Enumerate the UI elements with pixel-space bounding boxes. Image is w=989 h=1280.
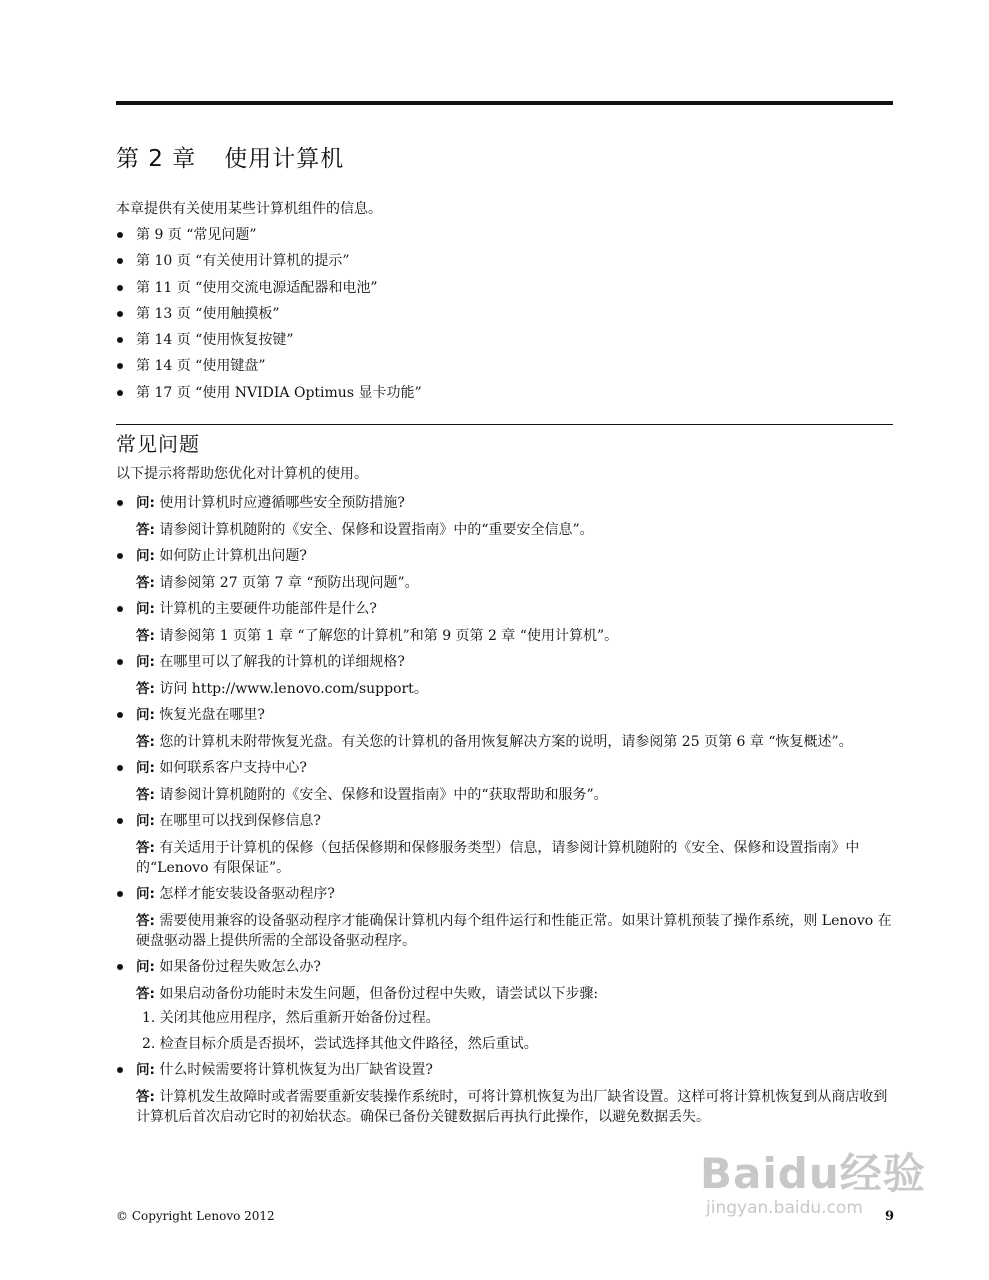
answer-text: 请参阅第 27 页第 7 章 “预防出现问题”。	[159, 575, 419, 591]
question	[136, 957, 893, 977]
question-label: 问:	[136, 886, 155, 902]
watermark-logo	[700, 1150, 940, 1198]
answer-label: 答:	[136, 787, 155, 803]
toc-item[interactable]: 第 17 页 “使用 NVIDIA Optimus 显卡功能”	[116, 383, 422, 409]
faq-item	[116, 811, 893, 878]
backup-steps	[136, 1008, 893, 1054]
toc-item[interactable]: 第 9 页 “常见问题”	[116, 225, 422, 251]
answer	[136, 679, 893, 699]
question	[136, 758, 893, 778]
answer	[136, 785, 893, 805]
question-text: 计算机的主要硬件功能部件是什么?	[159, 601, 377, 617]
faq-item	[116, 758, 893, 805]
question	[136, 884, 893, 904]
question	[136, 546, 893, 566]
faq-item	[116, 957, 893, 1054]
question-label: 问:	[136, 495, 155, 511]
answer-text: 访问 http://www.lenovo.com/support。	[159, 681, 428, 697]
chapter-name: 使用计算机	[224, 146, 345, 172]
question-text: 什么时候需要将计算机恢复为出厂缺省设置?	[159, 1062, 433, 1078]
question-text: 使用计算机时应遵循哪些安全预防措施?	[159, 495, 405, 511]
watermark-url: jingyan.baidu.com	[706, 1198, 863, 1218]
answer-text: 请参阅第 1 页第 1 章 “了解您的计算机”和第 9 页第 2 章 “使用计算机”。	[159, 628, 619, 644]
top-rule	[116, 101, 893, 105]
backup-step: 2. 检查目标介质是否损坏，尝试选择其他文件路径，然后重试。	[142, 1036, 538, 1052]
chapter-intro: 本章提供有关使用某些计算机组件的信息。	[116, 201, 382, 217]
answer-label: 答:	[136, 913, 155, 929]
answer-text: 请参阅计算机随附的《安全、保修和设置指南》中的“获取帮助和服务”。	[159, 787, 608, 803]
footer-copyright: © Copyright Lenovo 2012	[116, 1209, 275, 1223]
answer-text: 需要使用兼容的设备驱动程序才能确保计算机内每个组件运行和性能正常。如果计算机预装了操作系统，则 Lenovo 在硬盘驱动器上提供所需的全部设备驱动程序。	[136, 913, 892, 949]
question-label: 问:	[136, 1062, 155, 1078]
chapter-toc	[116, 225, 422, 409]
answer-text: 计算机发生故障时或者需要重新安装操作系统时，可将计算机恢复为出厂缺省设置。这样可将计算机恢复到从商店收到计算机后首次启动它时的初始状态。确保已备份关键数据后再执行此操作，以避免数据丢失。	[136, 1089, 888, 1125]
faq-item	[116, 652, 893, 699]
answer-label: 答:	[136, 628, 155, 644]
answer	[136, 520, 893, 540]
answer-label: 答:	[136, 522, 155, 538]
answer-text: 请参阅计算机随附的《安全、保修和设置指南》中的“重要安全信息”。	[159, 522, 594, 538]
answer	[136, 838, 893, 878]
faq-item	[116, 705, 893, 752]
section-rule	[116, 424, 893, 425]
question-label: 问:	[136, 601, 155, 617]
answer-label: 答:	[136, 575, 155, 591]
answer-text: 如果启动备份功能时未发生问题，但备份过程中失败，请尝试以下步骤:	[159, 986, 599, 1002]
toc-item[interactable]: 第 10 页 “有关使用计算机的提示”	[116, 251, 422, 277]
faq-item	[116, 599, 893, 646]
answer	[136, 732, 893, 752]
question-text: 怎样才能安装设备驱动程序?	[159, 886, 335, 902]
question-text: 如何防止计算机出问题?	[159, 548, 307, 564]
question	[136, 599, 893, 619]
section-title: 常见问题	[116, 432, 200, 456]
question-text: 如果备份过程失败怎么办?	[159, 959, 321, 975]
answer-label: 答:	[136, 840, 155, 856]
chapter-title	[116, 140, 344, 173]
question	[136, 493, 893, 513]
page-number: 9	[884, 1209, 894, 1224]
toc-item[interactable]: 第 14 页 “使用键盘”	[116, 356, 422, 382]
answer-label: 答:	[136, 1089, 155, 1105]
question-label: 问:	[136, 813, 155, 829]
watermark-logo-text: Baidu经验	[700, 1149, 926, 1198]
question-label: 问:	[136, 760, 155, 776]
question-label: 问:	[136, 654, 155, 670]
chapter-number: 第 2 章	[116, 146, 197, 172]
question-text: 在哪里可以找到保修信息?	[159, 813, 321, 829]
question	[136, 705, 893, 725]
faq-item	[116, 884, 893, 951]
question	[136, 1060, 893, 1080]
section-intro: 以下提示将帮助您优化对计算机的使用。	[116, 466, 368, 482]
toc-item[interactable]: 第 14 页 “使用恢复按键”	[116, 330, 422, 356]
answer	[136, 911, 893, 951]
faq-item	[116, 493, 893, 540]
answer-label: 答:	[136, 986, 155, 1002]
toc-item[interactable]: 第 13 页 “使用触摸板”	[116, 304, 422, 330]
answer-label: 答:	[136, 734, 155, 750]
question-label: 问:	[136, 707, 155, 723]
question	[136, 811, 893, 831]
question-label: 问:	[136, 548, 155, 564]
question-text: 恢复光盘在哪里?	[159, 707, 265, 723]
question	[136, 652, 893, 672]
toc-item[interactable]: 第 11 页 “使用交流电源适配器和电池”	[116, 278, 422, 304]
faq-item	[116, 1060, 893, 1127]
question-text: 在哪里可以了解我的计算机的详细规格?	[159, 654, 405, 670]
answer-text: 有关适用于计算机的保修（包括保修期和保修服务类型）信息，请参阅计算机随附的《安全、保修和设置指南》中的“Lenovo 有限保证”。	[136, 840, 860, 876]
question-label: 问:	[136, 959, 155, 975]
answer-label: 答:	[136, 681, 155, 697]
faq-item	[116, 546, 893, 593]
answer	[136, 626, 893, 646]
answer	[136, 573, 893, 593]
faq-list	[116, 493, 893, 1133]
answer-text: 您的计算机未附带恢复光盘。有关您的计算机的备用恢复解决方案的说明，请参阅第 25 页第 6 章 “恢复概述”。	[159, 734, 853, 750]
answer	[136, 984, 893, 1004]
question-text: 如何联系客户支持中心?	[159, 760, 307, 776]
baidu-jingyan-watermark	[700, 1150, 940, 1240]
answer	[136, 1087, 893, 1127]
backup-step: 1. 关闭其他应用程序，然后重新开始备份过程。	[142, 1010, 440, 1026]
